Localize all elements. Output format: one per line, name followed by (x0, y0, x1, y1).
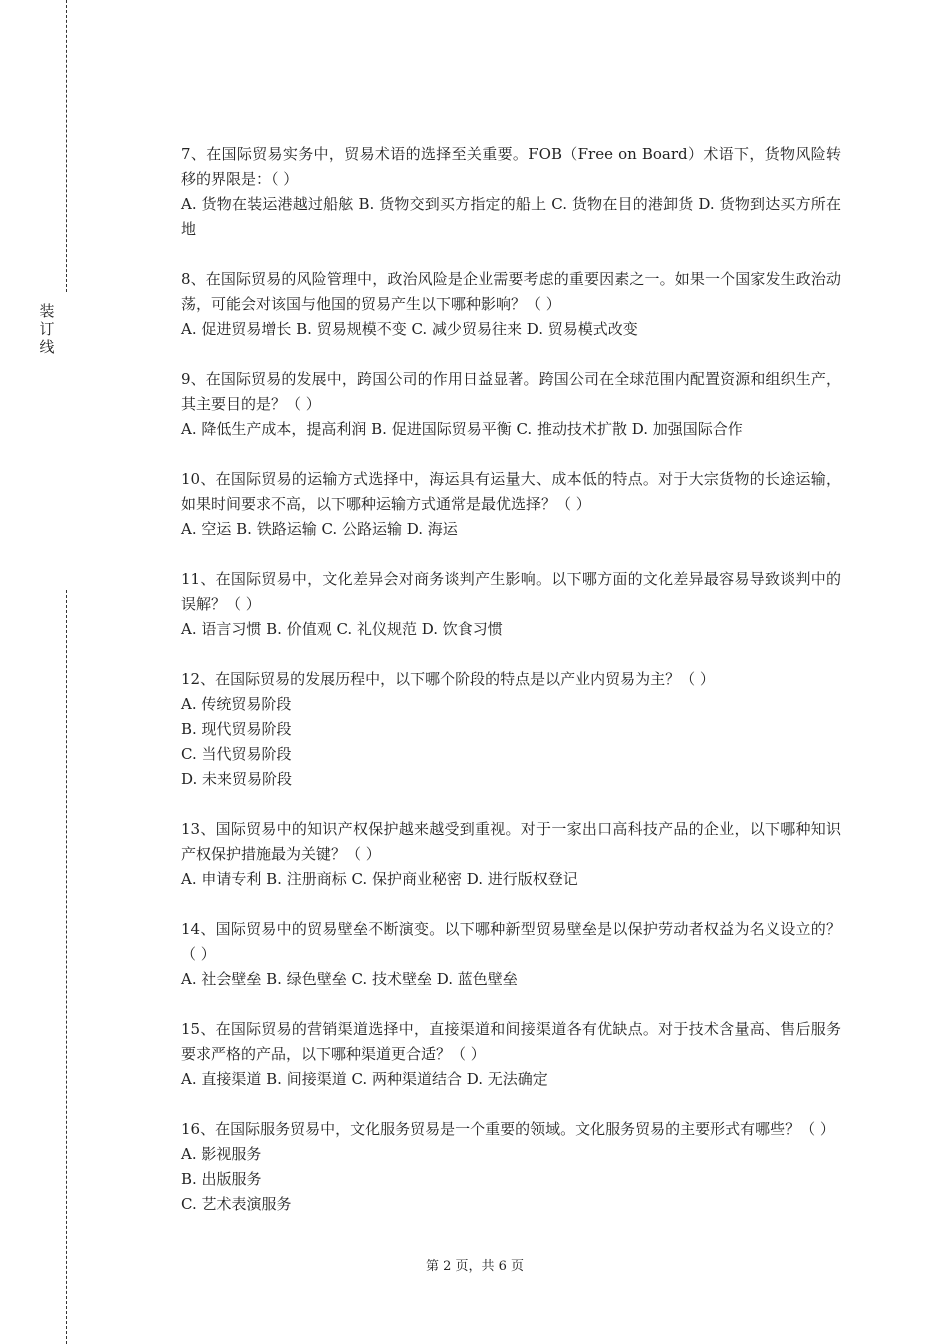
question-text: 10、在国际贸易的运输方式选择中，海运具有运量大、成本低的特点。对于大宗货物的长途运输，如果时间要求不高，以下哪种运输方式通常是最优选择？（ ） (181, 470, 841, 513)
question-options: A. 货物在装运港越过船舷 B. 货物交到买方指定的船上 C. 货物在目的港卸货 D. 货物到达买方所在地 (181, 195, 841, 238)
binding-line-top (66, 0, 67, 292)
question-option: C. 艺术表演服务 (181, 1195, 292, 1213)
question-11 (181, 567, 841, 642)
question-12 (181, 667, 841, 792)
question-7 (181, 142, 841, 242)
page-footer: 第 2 页，共 6 页 (425, 1259, 525, 1274)
question-8 (181, 267, 841, 342)
question-options: A. 社会壁垒 B. 绿色壁垒 C. 技术壁垒 D. 蓝色壁垒 (181, 970, 518, 988)
question-16 (181, 1117, 841, 1217)
question-text: 13、国际贸易中的知识产权保护越来越受到重视。对于一家出口高科技产品的企业，以下哪种知识产权保护措施最为关键？（ ） (181, 820, 841, 863)
question-options: A. 直接渠道 B. 间接渠道 C. 两种渠道结合 D. 无法确定 (181, 1070, 548, 1088)
question-text: 15、在国际贸易的营销渠道选择中，直接渠道和间接渠道各有优缺点。对于技术含量高、售后服务要求严格的产品，以下哪种渠道更合适？（ ） (181, 1020, 841, 1063)
question-option: C. 当代贸易阶段 (181, 745, 292, 763)
question-text: 14、国际贸易中的贸易壁垒不断演变。以下哪种新型贸易壁垒是以保护劳动者权益为名义设立的？（ ） (181, 920, 841, 963)
question-15 (181, 1017, 841, 1092)
question-list (181, 142, 841, 1242)
question-text: 16、在国际服务贸易中，文化服务贸易是一个重要的领域。文化服务贸易的主要形式有哪些？（ ） (181, 1120, 835, 1138)
question-9 (181, 367, 841, 442)
question-option: D. 未来贸易阶段 (181, 770, 293, 788)
question-option: B. 出版服务 (181, 1170, 262, 1188)
question-options: A. 降低生产成本，提高利润 B. 促进国际贸易平衡 C. 推动技术扩散 D. 加强国际合作 (181, 420, 743, 438)
question-option: A. 传统贸易阶段 (181, 695, 292, 713)
question-10 (181, 467, 841, 542)
question-text: 12、在国际贸易的发展历程中，以下哪个阶段的特点是以产业内贸易为主？（ ） (181, 670, 715, 688)
binding-char: 订 (39, 320, 55, 338)
question-text: 8、在国际贸易的风险管理中，政治风险是企业需要考虑的重要因素之一。如果一个国家发生政治动荡，可能会对该国与他国的贸易产生以下哪种影响？（ ） (181, 270, 841, 313)
question-14 (181, 917, 841, 992)
question-options: A. 申请专利 B. 注册商标 C. 保护商业秘密 D. 进行版权登记 (181, 870, 578, 888)
question-option: A. 影视服务 (181, 1145, 262, 1163)
binding-char: 线 (39, 338, 55, 356)
question-options: A. 空运 B. 铁路运输 C. 公路运输 D. 海运 (181, 520, 458, 538)
binding-char: 装 (39, 302, 55, 320)
question-text: 11、在国际贸易中，文化差异会对商务谈判产生影响。以下哪方面的文化差异最容易导致谈判中的误解？（ ） (181, 570, 841, 613)
question-options: A. 语言习惯 B. 价值观 C. 礼仪规范 D. 饮食习惯 (181, 620, 503, 638)
question-option: B. 现代贸易阶段 (181, 720, 292, 738)
question-text: 7、在国际贸易实务中，贸易术语的选择至关重要。FOB（Free on Board）术语下，货物风险转移的界限是：（ ） (181, 145, 841, 188)
binding-line-bottom (66, 590, 67, 1344)
question-options: A. 促进贸易增长 B. 贸易规模不变 C. 减少贸易往来 D. 贸易模式改变 (181, 320, 638, 338)
question-text: 9、在国际贸易的发展中，跨国公司的作用日益显著。跨国公司在全球范围内配置资源和组织生产，其主要目的是？（ ） (181, 370, 841, 413)
binding-label (38, 302, 56, 356)
question-13 (181, 817, 841, 892)
